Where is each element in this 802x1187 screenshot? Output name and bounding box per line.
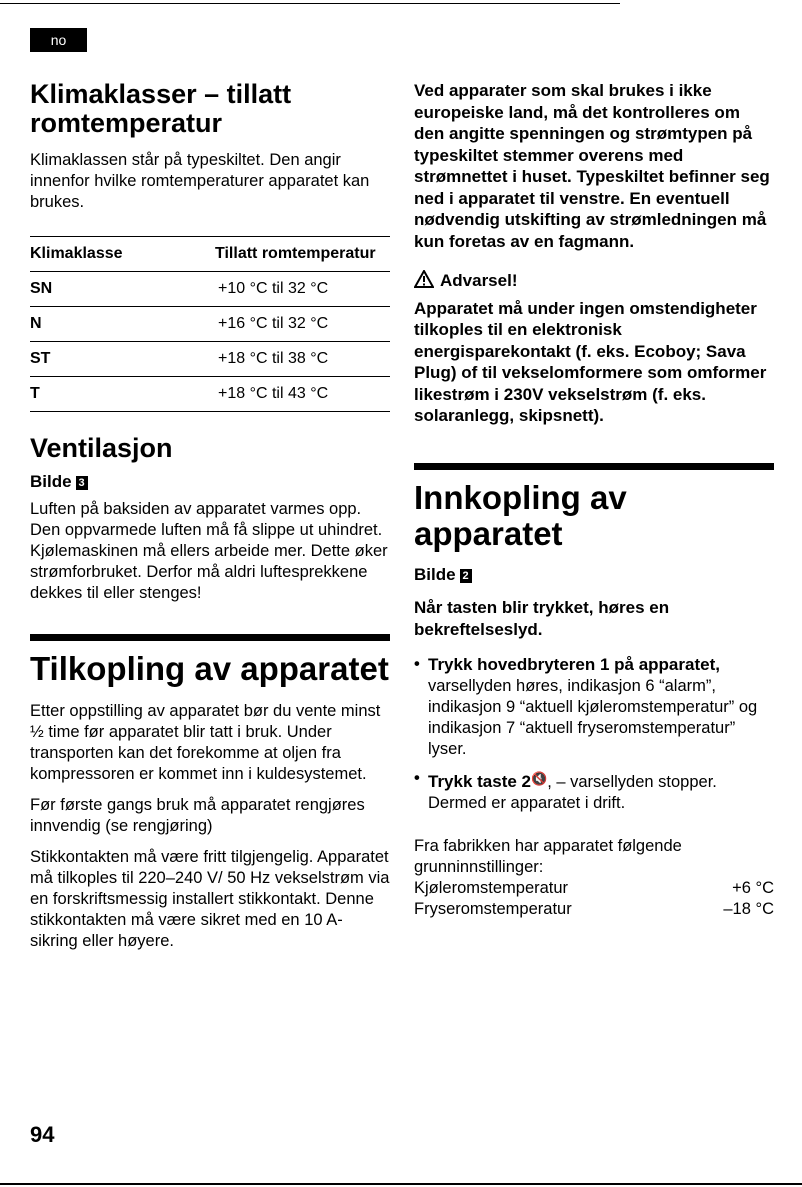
figure-number-badge: 2 — [460, 569, 472, 583]
table-header-row — [30, 237, 390, 272]
section-divider — [414, 463, 774, 470]
list-item — [414, 654, 774, 760]
setting-row — [414, 899, 774, 920]
page-number: 94 — [30, 1122, 55, 1147]
temperature-range: +18 °C til 38 °C — [215, 342, 390, 377]
section-title-connection: Tilkopling av apparatet — [30, 649, 389, 687]
section-title-switch-on-line1: Innkopling av — [414, 478, 627, 516]
top-rule — [0, 3, 620, 4]
switch-on-lead: Når tasten blir trykket, høres en bekreftelseslyd. — [414, 598, 670, 639]
intro-bold-text: Ved apparater som skal brukes i ikke europeiske land, må det kontrolleres om den angitte spenningen og strømtypen på typeskiltet stemmer overens med strømnettet i huset. Typeskiltet befinner seg ned i apparatet til venstre. En eventuell nødvendig utskifting av strømledningen må kun foretas av en fagmann. — [414, 81, 770, 251]
figure-number-badge: 3 — [76, 476, 88, 490]
figure-reference-ventilation — [30, 471, 390, 493]
column-header-range: Tillatt romtemperatur — [215, 237, 390, 272]
step-1-text: varsellyden høres, indikasjon 6 “alarm”, indikasjon 9 “aktuell kjøleromstemperatur” og indikasjon 7 “aktuell fryseromstemperatur” lyser. — [428, 677, 758, 758]
temperature-range: +16 °C til 32 °C — [215, 307, 390, 342]
temperature-range: +18 °C til 43 °C — [215, 377, 390, 412]
setting-value: +6 °C — [732, 879, 774, 897]
table-row — [30, 307, 390, 342]
table-row — [30, 342, 390, 377]
climate-class-table — [30, 236, 390, 412]
climate-code: ST — [30, 342, 215, 377]
section-divider — [30, 634, 390, 641]
ventilation-text: Luften på baksiden av apparatet varmes opp. Den oppvarmede luften må få slippe ut uhindret. Kjølemaskinen må ellers arbeide mer. Dette øker strømforbruket. Derfor må aldri luftesprekkene dekkes til eller stenges! — [30, 499, 388, 602]
figure-label: Bilde — [414, 564, 456, 584]
factory-settings-intro: Fra fabrikken har apparatet følgende grunninnstillinger: — [414, 837, 682, 876]
section-title-climate-line2: romtemperatur — [30, 108, 223, 138]
alarm-off-icon: 🔇 — [531, 771, 548, 786]
warning-triangle-icon — [414, 270, 434, 294]
climate-code: T — [30, 377, 215, 412]
temperature-range: +10 °C til 32 °C — [215, 272, 390, 307]
climate-intro: Klimaklassen står på typeskiltet. Den angir innenfor hvilke romtemperaturer apparatet kan brukes. — [30, 151, 370, 211]
section-title-climate-line1: Klimaklasser – tillatt — [30, 79, 292, 109]
warning-text: Apparatet må under ingen omstendigheter tilkoples til en elektronisk energisparekontakt (f. eks. Ecoboy; Sava Plug) of til vekselomformere som omformer likestrøm i 230V vekselstrøm (f. eks. solaranlegg, skipsnett). — [414, 298, 767, 425]
setting-label: Fryseromstemperatur — [414, 900, 572, 918]
figure-label: Bilde — [30, 472, 72, 491]
climate-code: N — [30, 307, 215, 342]
climate-code: SN — [30, 272, 215, 307]
factory-settings-list — [414, 878, 774, 920]
switch-on-steps — [414, 654, 774, 814]
setting-label: Kjøleromstemperatur — [414, 879, 569, 897]
figure-reference-switch-on — [414, 564, 774, 586]
step-2-text: , – varsellyden stopper. Dermed er apparatet i drift. — [428, 773, 717, 812]
right-column — [414, 80, 774, 920]
connection-paragraph-2: Før første gangs bruk må apparatet rengjøres innvendig (se rengjøring) — [30, 795, 365, 835]
warning-heading — [414, 270, 774, 294]
table-row — [30, 272, 390, 307]
bottom-rule — [0, 1183, 802, 1185]
language-badge: no — [30, 28, 87, 52]
step-1-bold: Trykk hovedbryteren 1 på apparatet, — [428, 655, 720, 674]
section-title-switch-on-line2: apparatet — [414, 514, 563, 552]
left-column — [30, 80, 390, 952]
setting-value: –18 °C — [723, 900, 774, 918]
table-row — [30, 377, 390, 412]
connection-paragraph-1: Etter oppstilling av apparatet bør du vente minst ½ time før apparatet blir tatt i bruk. Under transporten kan det forekomme at oljen fra kompressoren er kommet inn i kuldesystemet. — [30, 701, 381, 783]
column-header-class: Klimaklasse — [30, 237, 215, 272]
list-item — [414, 768, 774, 814]
setting-row — [414, 878, 774, 899]
connection-paragraph-3: Stikkontakten må være fritt tilgjengelig. Apparatet må tilkoples til 220–240 V/ 50 Hz vekselstrøm via en forskriftsmessig installert stikkontakt. Denne stikkontakten må være sikret med en 10 A-sikring eller høyere. — [30, 847, 390, 950]
step-2-bold: Trykk taste 2 — [428, 772, 532, 791]
section-title-ventilation: Ventilasjon — [30, 433, 173, 463]
warning-title: Advarsel! — [440, 271, 518, 290]
